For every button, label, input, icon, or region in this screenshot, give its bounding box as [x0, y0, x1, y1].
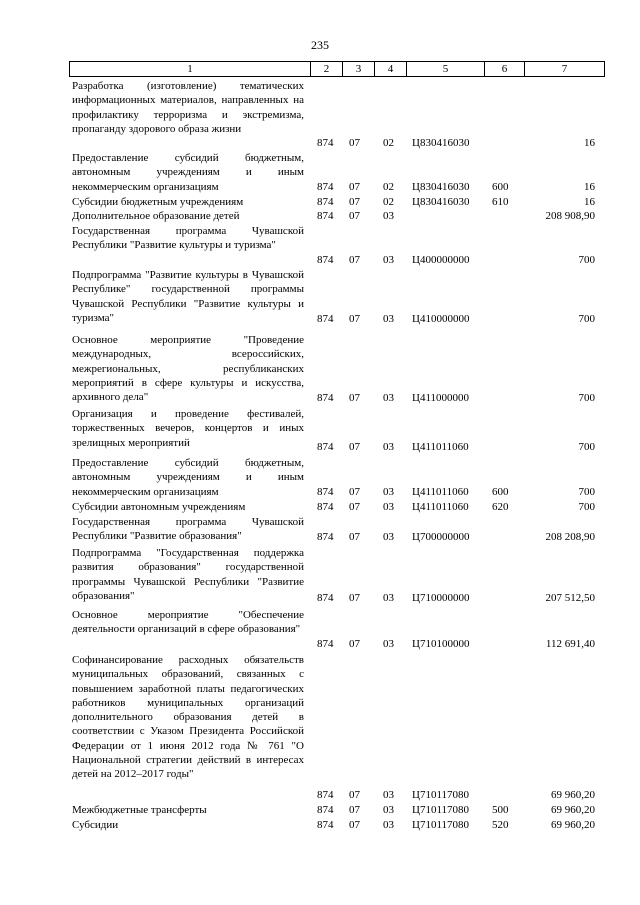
table-row [0, 456, 640, 500]
row-col-2: 874 [317, 531, 334, 543]
row-col-2: 874 [317, 638, 334, 650]
row-col-7: 700 [578, 501, 595, 513]
row-col-6: 600 [492, 486, 509, 498]
row-col-2: 874 [317, 804, 334, 816]
row-col-7: 700 [578, 313, 595, 325]
row-col-7: 16 [584, 181, 595, 193]
row-col-4: 03 [383, 531, 394, 543]
row-col-5: Ц830416030 [412, 196, 470, 208]
row-col-4: 03 [383, 804, 394, 816]
row-col-7: 112 691,40 [545, 638, 595, 650]
row-col-2: 874 [317, 486, 334, 498]
row-col-7: 700 [578, 392, 595, 404]
row-col-5: Ц410000000 [412, 313, 470, 325]
row-col-6: 600 [492, 181, 509, 193]
row-col-5: Ц830416030 [412, 181, 470, 193]
row-col-7: 16 [584, 137, 595, 149]
row-col-5: Ц411011060 [412, 486, 469, 498]
header-cell-1: 1 [187, 63, 193, 75]
row-name: Дополнительное образование детей [72, 210, 240, 222]
header-cell-7: 7 [524, 62, 604, 76]
row-name: Государственная программа Чувашской Республики "Развитие образования" [72, 516, 304, 543]
table-row [0, 500, 640, 514]
row-col-5: Ц710100000 [412, 638, 470, 650]
row-name: Государственная программа Чувашской Республики "Развитие культуры и туризма" [72, 225, 304, 252]
row-col-3: 07 [349, 196, 360, 208]
row-name: Субсидии [72, 819, 119, 831]
row-col-4: 02 [383, 196, 394, 208]
row-col-4: 03 [383, 210, 394, 222]
row-col-4: 03 [383, 441, 394, 453]
row-col-7: 700 [578, 254, 595, 266]
row-col-3: 07 [349, 789, 360, 801]
row-col-3: 07 [349, 392, 360, 404]
row-col-5: Ц400000000 [412, 254, 470, 266]
row-col-2: 874 [317, 592, 334, 604]
row-col-4: 03 [383, 392, 394, 404]
row-col-2: 874 [317, 137, 334, 149]
row-col-4: 03 [383, 486, 394, 498]
row-col-7: 69 960,20 [551, 819, 595, 831]
row-col-4: 02 [383, 181, 394, 193]
row-col-3: 07 [349, 531, 360, 543]
row-name: Организация и проведение фестивалей, торжественных вечеров, концертов и иных зрелищных мероприятий [72, 408, 304, 449]
table-row [0, 224, 640, 268]
row-col-5: Ц710117080 [412, 804, 470, 816]
row-col-7: 208 208,90 [545, 531, 595, 543]
row-col-3: 07 [349, 441, 360, 453]
row-col-3: 07 [349, 804, 360, 816]
table-row [0, 818, 640, 832]
row-name: Предоставление субсидий бюджетным, автономным учреждениям и иным некоммерческим организациям [72, 457, 304, 498]
row-name: Межбюджетные трансферты [72, 804, 207, 816]
row-col-3: 07 [349, 592, 360, 604]
row-col-4: 03 [383, 313, 394, 325]
row-col-7: 69 960,20 [551, 804, 595, 816]
row-col-2: 874 [317, 210, 334, 222]
row-col-4: 03 [383, 254, 394, 266]
row-col-5: Ц700000000 [412, 531, 470, 543]
row-col-3: 07 [349, 501, 360, 513]
table-row [0, 608, 640, 652]
row-col-5: Ц710117080 [412, 789, 470, 801]
row-col-2: 874 [317, 819, 334, 831]
row-col-3: 07 [349, 254, 360, 266]
row-name: Субсидии автономным учреждениям [72, 501, 246, 513]
row-col-6: 520 [492, 819, 509, 831]
row-col-4: 03 [383, 819, 394, 831]
row-col-7: 208 908,90 [545, 210, 595, 222]
row-col-2: 874 [317, 501, 334, 513]
row-col-6: 500 [492, 804, 509, 816]
row-col-6: 620 [492, 501, 509, 513]
row-col-3: 07 [349, 181, 360, 193]
row-col-3: 07 [349, 486, 360, 498]
row-col-5: Ц411011060 [412, 501, 469, 513]
table-row [0, 407, 640, 455]
row-col-7: 700 [578, 486, 595, 498]
header-cell-2: 2 [310, 62, 342, 76]
row-col-5: Ц411011060 [412, 441, 469, 453]
table-row [0, 79, 640, 151]
table-row [0, 653, 640, 803]
table-row [0, 209, 640, 223]
row-col-2: 874 [317, 181, 334, 193]
header-cell-5: 5 [406, 62, 484, 76]
table-row [0, 333, 640, 406]
row-name: Софинансирование расходных обязательств муниципальных образований, связанных с повышением заработной платы педагогических работников муниципальных организаций дополнительного образования детей в соответствии с Указом Президента Российской Федерации от 1 июня 2012 года № 761 "О Национальной стратегии действий в интересах детей на 2012–2017 годы" [72, 654, 304, 781]
table-header [69, 61, 605, 77]
table-row [0, 195, 640, 209]
row-col-3: 07 [349, 819, 360, 831]
row-col-5: Ц710000000 [412, 592, 470, 604]
row-col-2: 874 [317, 196, 334, 208]
row-col-2: 874 [317, 313, 334, 325]
row-col-7: 16 [584, 196, 595, 208]
row-name: Субсидии бюджетным учреждениям [72, 196, 244, 208]
row-col-7: 700 [578, 441, 595, 453]
table-row [0, 268, 640, 332]
row-col-5: Ц411000000 [412, 392, 470, 404]
row-col-2: 874 [317, 789, 334, 801]
header-cell-6: 6 [484, 62, 524, 76]
row-col-5: Ц830416030 [412, 137, 470, 149]
row-col-3: 07 [349, 210, 360, 222]
row-name: Подпрограмма "Государственная поддержка развития образования" государственной программы Чувашской Республики "Развитие образования" [72, 547, 304, 602]
row-name: Разработка (изготовление) тематических информационных материалов, направленных на профилактику терроризма и экстремизма, пропаганду здорового образа жизни [72, 80, 304, 135]
table-row [0, 803, 640, 817]
row-name: Основное мероприятие "Обеспечение деятельности организаций в сфере образования" [72, 609, 304, 636]
row-col-4: 02 [383, 137, 394, 149]
row-col-3: 07 [349, 137, 360, 149]
row-col-2: 874 [317, 254, 334, 266]
table-row [0, 546, 640, 608]
row-col-2: 874 [317, 392, 334, 404]
row-col-4: 03 [383, 638, 394, 650]
row-col-7: 69 960,20 [551, 789, 595, 801]
row-col-4: 03 [383, 592, 394, 604]
header-cell-4: 4 [374, 62, 406, 76]
row-col-3: 07 [349, 313, 360, 325]
row-name: Предоставление субсидий бюджетным, автономным учреждениям и иным некоммерческим организациям [72, 152, 304, 193]
row-name: Основное мероприятие "Проведение международных, всероссийских, межрегиональных, республиканских мероприятий в сфере культуры и искусства, архивного дела" [72, 334, 304, 404]
row-col-3: 07 [349, 638, 360, 650]
page-number: 235 [311, 38, 329, 52]
row-name: Подпрограмма "Развитие культуры в Чувашской Республике" государственной программы Чувашской Республики "Развитие культуры и туризма" [72, 269, 304, 324]
row-col-6: 610 [492, 196, 509, 208]
row-col-2: 874 [317, 441, 334, 453]
row-col-4: 03 [383, 501, 394, 513]
row-col-7: 207 512,50 [545, 592, 595, 604]
table-row [0, 515, 640, 545]
table-row [0, 151, 640, 195]
row-col-4: 03 [383, 789, 394, 801]
row-col-5: Ц710117080 [412, 819, 470, 831]
header-cell-3: 3 [342, 62, 374, 76]
